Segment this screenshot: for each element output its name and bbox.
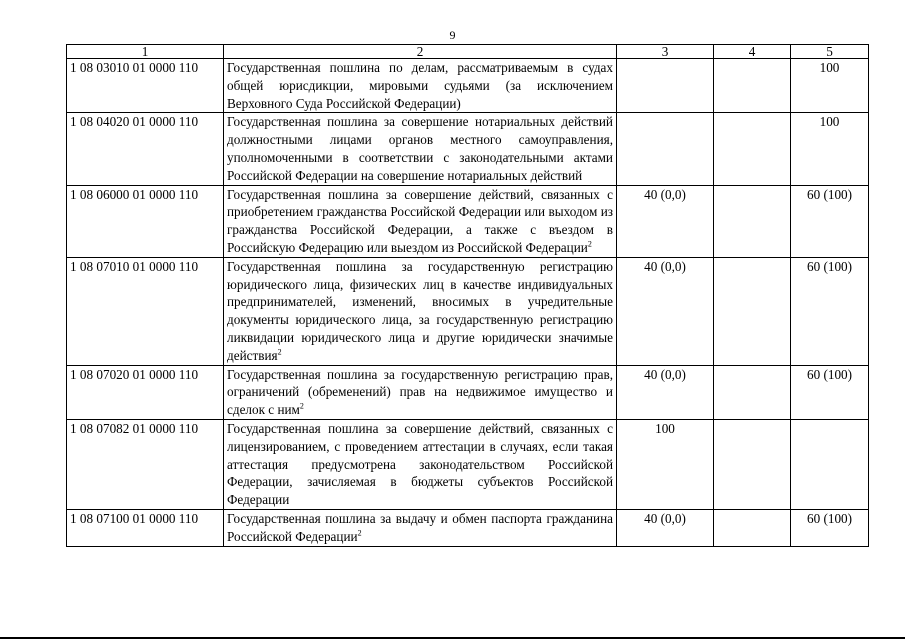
table-row — [67, 365, 869, 419]
revenue-name-cell — [224, 509, 617, 546]
revenue-name-cell — [224, 419, 617, 509]
column-header: 4 — [714, 45, 791, 59]
column-4-value — [714, 257, 791, 365]
footnote-marker: 2 — [587, 239, 592, 249]
budget-code-cell: 1 08 04020 01 0000 110 — [67, 113, 224, 185]
revenue-name-text: Государственная пошлина за совершение нотариальных действий должностными лицами органов местного самоуправления, уполномоченными в соответствии с законодательными актами Российской Федерации на совершение нотариальных действий — [227, 114, 613, 183]
column-3-value: 40 (0,0) — [617, 509, 714, 546]
budget-code-cell: 1 08 06000 01 0000 110 — [67, 185, 224, 257]
column-5-value: 100 — [791, 113, 869, 185]
footnote-marker: 2 — [357, 528, 362, 538]
revenue-name-cell — [224, 365, 617, 419]
revenue-name-text: Государственная пошлина за государственную регистрацию прав, ограничений (обременений) прав на недвижимое имущество и сделок с ним — [227, 366, 613, 418]
column-3-value: 100 — [617, 419, 714, 509]
table-row — [67, 185, 869, 257]
column-4-value — [714, 509, 791, 546]
column-3-value: 40 (0,0) — [617, 185, 714, 257]
column-3-value: 40 (0,0) — [617, 257, 714, 365]
column-header: 2 — [224, 45, 617, 59]
revenue-name-text: Государственная пошлина по делам, рассматриваемым в судах общей юрисдикции, мировыми судьями (за исключением Верховного Суда Российской Федерации) — [227, 60, 613, 111]
column-3-value — [617, 113, 714, 185]
revenue-name-text: Государственная пошлина за совершение действий, связанных с лицензированием, с проведением аттестации в случаях, если такая аттестация предусмотрена законодательством Российской Федерации, зачисляемая в бюджеты субъектов Российской Федерации — [227, 420, 613, 508]
column-header: 5 — [791, 45, 869, 59]
revenue-name-text: Государственная пошлина за выдачу и обмен паспорта гражданина Российской Федерации — [227, 510, 613, 544]
column-header: 3 — [617, 45, 714, 59]
column-4-value — [714, 365, 791, 419]
table-row — [67, 509, 869, 546]
column-5-value: 60 (100) — [791, 509, 869, 546]
revenue-name-text: Государственная пошлина за совершение действий, связанных с приобретением гражданства Российской Федерации или выходом из гражданства Российской Федерации, а также с въездом в Российскую Федерацию или выездом из Российской Федерации — [227, 186, 613, 255]
column-5-value: 60 (100) — [791, 185, 869, 257]
revenue-name-cell — [224, 185, 617, 257]
budget-code-cell: 1 08 07020 01 0000 110 — [67, 365, 224, 419]
column-5-value: 60 (100) — [791, 257, 869, 365]
budget-code-cell: 1 08 07082 01 0000 110 — [67, 419, 224, 509]
revenue-name-text: Государственная пошлина за государственную регистрацию юридического лица, физических лиц в качестве индивидуальных предпринимателей, изменений, вносимых в учредительные документы юридического лица, за государственную регистрацию ликвидации юридического лица и другие юридически значимые действия — [227, 258, 613, 363]
revenue-name-cell — [224, 257, 617, 365]
column-4-value — [714, 59, 791, 113]
footnote-marker: 2 — [299, 401, 304, 411]
table-row — [67, 257, 869, 365]
footnote-marker: 2 — [277, 347, 282, 357]
column-4-value — [714, 185, 791, 257]
budget-code-cell: 1 08 07010 01 0000 110 — [67, 257, 224, 365]
table-row — [67, 113, 869, 185]
revenue-name-cell — [224, 113, 617, 185]
budget-table — [66, 44, 869, 547]
table-row — [67, 419, 869, 509]
page-number: 9 — [449, 28, 456, 42]
page-bottom-border — [0, 637, 905, 639]
column-3-value — [617, 59, 714, 113]
column-header: 1 — [67, 45, 224, 59]
column-5-value — [791, 419, 869, 509]
column-5-value: 100 — [791, 59, 869, 113]
table-row — [67, 59, 869, 113]
column-5-value: 60 (100) — [791, 365, 869, 419]
column-4-value — [714, 419, 791, 509]
header-row — [67, 45, 869, 59]
budget-code-cell: 1 08 03010 01 0000 110 — [67, 59, 224, 113]
column-3-value: 40 (0,0) — [617, 365, 714, 419]
budget-code-cell: 1 08 07100 01 0000 110 — [67, 509, 224, 546]
column-4-value — [714, 113, 791, 185]
revenue-name-cell — [224, 59, 617, 113]
